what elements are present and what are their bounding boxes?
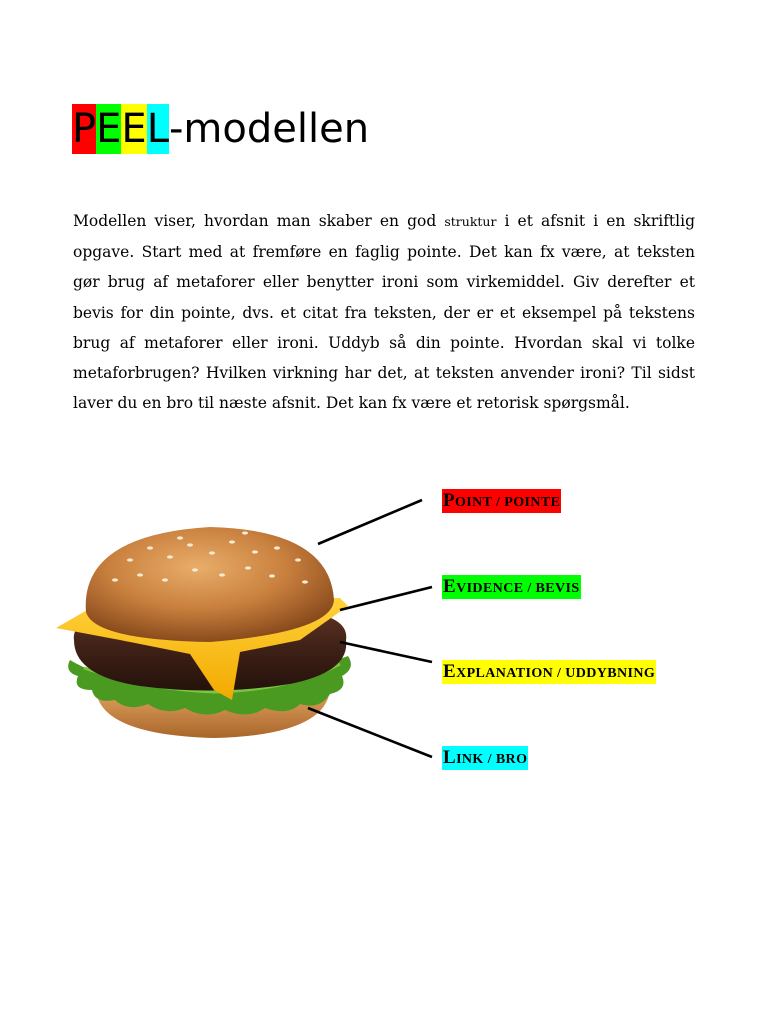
label-link-cap: L [443, 747, 457, 768]
label-point [442, 489, 561, 513]
label-evidence-cap: E [443, 576, 457, 597]
label-evidence [442, 575, 581, 599]
title-letter-e1: E [96, 106, 122, 152]
label-explanation-cap: E [443, 661, 457, 682]
label-point-cap: P [443, 490, 456, 511]
title-letter-l: L [146, 106, 169, 152]
paragraph-small-word: struktur [444, 214, 497, 229]
label-evidence-text: VIDENCE / BEVIS [456, 581, 580, 596]
title-suffix: -modellen [168, 106, 370, 152]
paragraph-part2: i et afsnit i en skriftlig opgave. Start med at fremføre en faglig pointe. Det kan fx være, at teksten gør brug af metaforer eller benytter ironi som virkemiddel. Giv derefter et bevis for din pointe, dvs. et citat fra teksten, der er et eksempel på tekstens brug af metaforer eller ironi. Uddyb så din pointe. Hvordan skal vi tolke metaforbrugen? Hvilken virkning har det, at teksten anvender ironi? Til sidst laver du en bro til næste afsnit. Det kan fx være et retorisk spørgsmål. [73, 212, 695, 413]
paragraph-part1: Modellen viser, hvordan man skaber en god [73, 212, 445, 230]
title-letter-e2: E [121, 106, 147, 152]
title-letter-p: P [72, 106, 97, 152]
label-explanation-text: XPLANATION / UDDYBNING [456, 666, 656, 681]
label-point-text: OINT / POINTE [455, 495, 561, 510]
label-link-text: INK / BRO [456, 752, 528, 767]
label-explanation [442, 660, 656, 684]
label-link [442, 746, 528, 770]
